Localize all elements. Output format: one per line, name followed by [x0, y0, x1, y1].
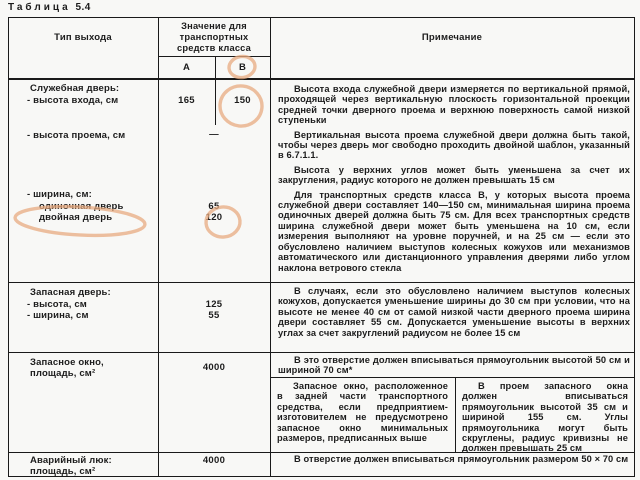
row-divider-emergency-window: [8, 352, 635, 353]
value-emergency-door-width: 55: [208, 310, 220, 321]
emergency-window-title-line1: Запасное окно,: [30, 357, 104, 368]
table-border-right: [634, 17, 635, 477]
emergency-door-title: Запасная дверь:: [30, 287, 111, 298]
value-opening-height: —: [209, 129, 219, 140]
value-entry-height-class-b: 150: [234, 95, 251, 106]
note-class-b-width: Для транспортных средств класса В, у которых высота проема служебной двери составляет 140—150 см, минимальная ширина проема одиночных дверей должна быть 75 см. Для всех транспортных средств ширина служебной двери может быть уменьшена на 10 см, если измерения выполняют на уровне поручней, и на 25 см — если это обусловлено наличием выступов колесных кожухов или механизмов автоматического или дистанционного управления дверями либо углом наклона ветрового стекла: [278, 189, 630, 273]
table-caption-word: Таблица: [8, 2, 71, 13]
emergency-hatch-title-line1: Аварийный люк:: [30, 455, 112, 466]
note-subrow-divider: [270, 377, 635, 378]
table-caption: [8, 2, 91, 13]
value-emergency-hatch-area: 4000: [202, 455, 226, 466]
service-door-width-label: - ширина, см:: [27, 189, 92, 200]
value-emergency-door-height: 125: [205, 299, 223, 310]
value-single-door-width: 65: [208, 201, 220, 212]
service-door-opening-height-label: - высота проема, см: [27, 130, 126, 141]
emergency-window-note-left: [277, 381, 448, 443]
emergency-door-notes: [278, 286, 630, 338]
emergency-hatch-title-line2: площадь, см²: [30, 466, 96, 477]
value-entry-height-class-a: 165: [178, 95, 195, 106]
row-divider-emergency-door: [8, 282, 635, 283]
table-border-bottom: [8, 476, 635, 477]
emergency-window-note-right: [462, 381, 628, 454]
emergency-hatch-note: [278, 454, 630, 464]
note-opening-height: Вертикальная высота проема служебной двери должна быть такой, чтобы через дверь мог свободно проходить двойной шаблон, указанный в 6.7.1.1.: [278, 129, 630, 161]
emergency-window-note-top: [278, 355, 630, 376]
service-door-title: Служебная дверь:: [30, 83, 120, 94]
service-door-notes: [278, 84, 630, 273]
table-caption-number: 5.4: [75, 2, 91, 13]
column-divider-values-note: [270, 17, 271, 477]
column-header-exit-type: Тип выхода: [54, 31, 112, 43]
note-corner-radius: Высота у верхних углов может быть уменьшена за счет их закругления, радиус которого не должен превышать 15 см: [278, 164, 630, 186]
note-rear-window-rectangle: В проем запасного окна должен вписываться прямоугольник высотой 35 см и шириной 155 см. Углы прямоугольника могут быть скруглены, радиус кривизны не должен превышать 25 см: [462, 381, 628, 454]
emergency-window-title-line2: площадь, см²: [30, 368, 96, 379]
column-header-note: Примечание: [421, 31, 483, 43]
value-double-door-width: 120: [205, 212, 223, 223]
header-bottom-divider: [8, 78, 635, 80]
column-divider-type-values: [158, 17, 159, 477]
highlight-circle-150-icon: [218, 84, 264, 128]
service-door-single-label: одиночная дверь: [39, 201, 124, 212]
note-entry-height: Высота входа служебной двери измеряется по вертикальной прямой, проходящей через вертикальную плоскость горизонтальной проекции средней точки дверного проема и верхнюю поверхность самой низкой ступеньки: [278, 84, 630, 126]
emergency-door-width-label: - ширина, см: [27, 310, 89, 321]
column-header-class-values: Значение для транспортных средств класса: [176, 21, 252, 53]
note-hatch-rectangle: В отверстие должен вписываться прямоугольник размером 50 × 70 см: [294, 454, 629, 464]
service-door-entry-height-label: - высота входа, см: [27, 95, 119, 106]
note-window-rectangle: В это отверстие должен вписываться прямоугольник высотой 50 см и шириной 70 см*: [278, 355, 630, 376]
service-door-double-label: двойная дверь: [39, 212, 113, 223]
value-emergency-window-area: 4000: [202, 362, 226, 373]
note-rear-window: Запасное окно, расположенное в задней части транспортного средства, если предприятием-изготовителем не предусмотрено запасное окно минимальных размеров, предписанных выше: [277, 381, 448, 444]
emergency-door-height-label: - высота, см: [27, 299, 87, 310]
column-header-class-b: В: [238, 61, 247, 73]
note-emergency-door: В случаях, если это обусловлено наличием выступов колесных кожухов, допускается уменьшение ширины до 30 см при условии, что на высоте не менее 40 см от самой низкой части дверного проема ширина двери составляет 55 см. Допускается уменьшение высоты в верхних углах за счет закруглений радиусом не более 15 см: [278, 286, 630, 338]
table-border-left: [8, 17, 9, 477]
note-subcolumn-divider: [455, 377, 456, 452]
column-header-class-a: А: [182, 61, 191, 73]
